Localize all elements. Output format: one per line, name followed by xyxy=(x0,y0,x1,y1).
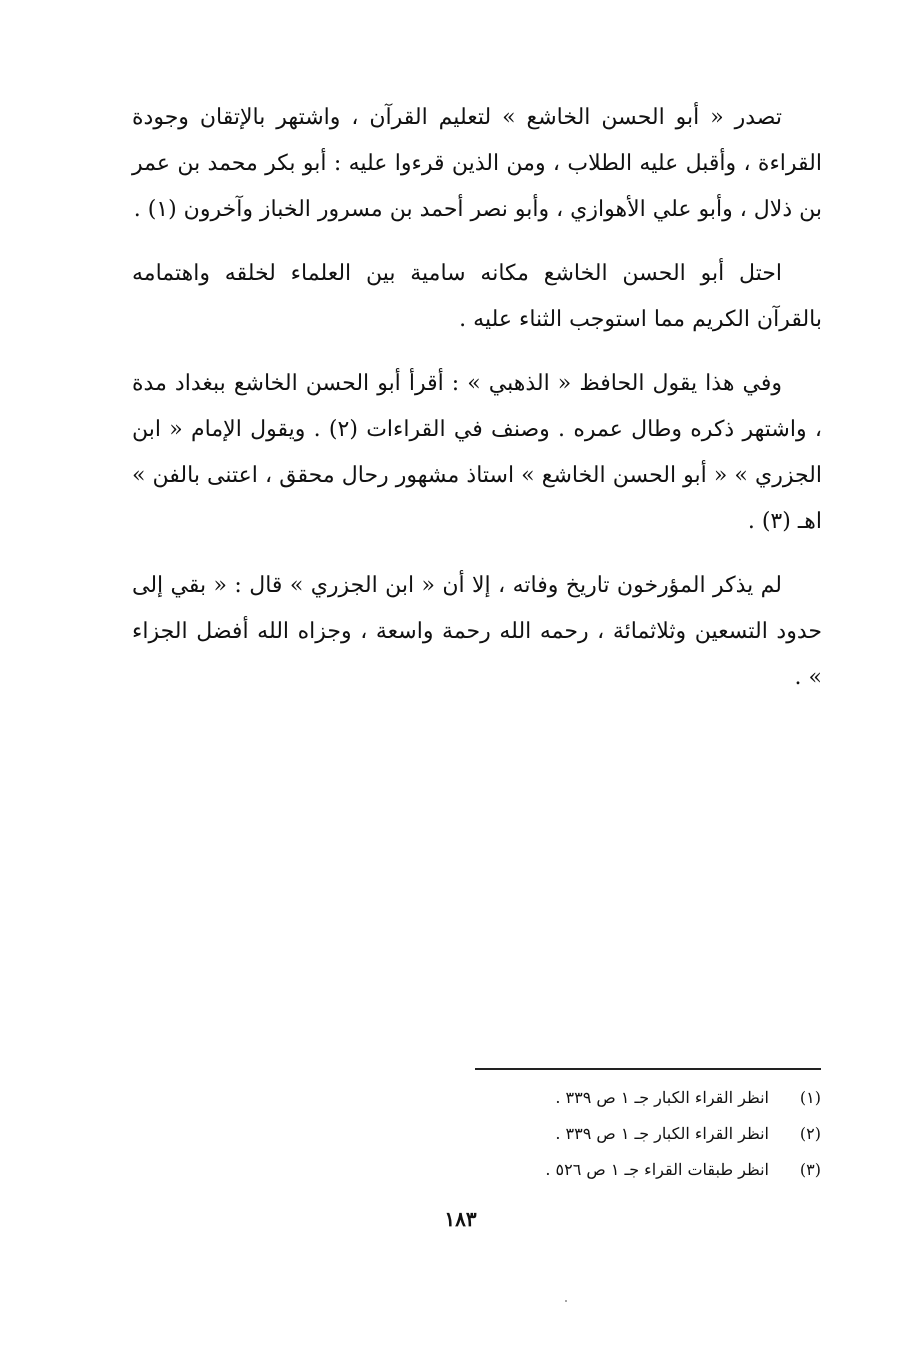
paragraph-4: لم يذكر المؤرخون تاريخ وفاته ، إلا أن « ابن الجزري » قال : « بقي إلى حدود التسعين وثلاثمائة ، رحمه الله رحمة واسعة ، وجزاه الله أفضل الجزاء » . xyxy=(132,573,822,690)
footnote-divider xyxy=(475,1068,821,1070)
footnote-1 xyxy=(400,1080,821,1116)
footnote-number: (١) xyxy=(799,1088,821,1107)
scan-speck xyxy=(565,1300,567,1302)
footnote-text: انظر طبقات القراء جـ ١ ص ٥٢٦ . xyxy=(545,1160,769,1179)
footnote-number: (٢) xyxy=(799,1124,821,1143)
footnotes xyxy=(400,1080,821,1188)
paragraph-2: احتل أبو الحسن الخاشع مكانه سامية بين العلماء لخلقه واهتمامه بالقرآن الكريم مما استوجب الثناء عليه . xyxy=(132,261,822,332)
main-text xyxy=(132,95,822,719)
paragraph-1: تصدر « أبو الحسن الخاشع » لتعليم القرآن ، واشتهر بالإتقان وجودة القراءة ، وأقبل عليه الطلاب ، ومن الذين قرءوا عليه : أبو بكر محمد بن عمر بن ذلال ، وأبو علي الأهوازي ، وأبو نصر أحمد بن مسرور الخباز وآخرون (١) . xyxy=(132,105,822,222)
footnote-2 xyxy=(400,1116,821,1152)
footnote-text: انظر القراء الكبار جـ ١ ص ٣٣٩ . xyxy=(555,1088,769,1107)
footnote-text: انظر القراء الكبار جـ ١ ص ٣٣٩ . xyxy=(555,1124,769,1143)
paragraph-3: وفي هذا يقول الحافظ « الذهبي » : أقرأ أبو الحسن الخاشع ببغداد مدة ، واشتهر ذكره وطال عمره . وصنف في القراءات (٢) . ويقول الإمام « ابن الجزري » « أبو الحسن الخاشع » استاذ مشهور رحال محقق ، اعتنى بالفن » اهـ (٣) . xyxy=(132,371,823,534)
footnote-number: (٣) xyxy=(799,1160,821,1179)
page-number: ١٨٣ xyxy=(444,1207,477,1231)
footnote-3 xyxy=(400,1152,821,1188)
